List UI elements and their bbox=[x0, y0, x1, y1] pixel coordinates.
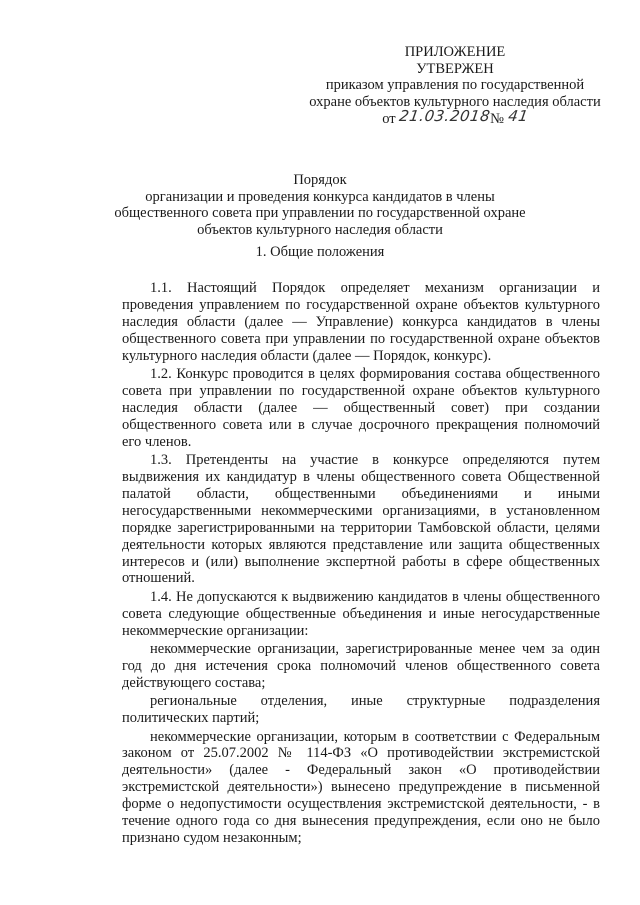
list-item: некоммерческие организации, зарегистрированные менее чем за один год до дня истечения срока полномочий членов общественного совета действующего состава; bbox=[122, 641, 600, 691]
approval-stamp-block bbox=[290, 44, 620, 128]
paragraph: 1.2. Конкурс проводится в целях формирования состава общественного совета при управлении по государственной охране объектов культурного наследия области (далее — общественный совет) при создании общественного совета или в случае досрочного прекращения полномочий его членов. bbox=[122, 366, 600, 450]
handwritten-date: 21.03.2018 bbox=[398, 107, 492, 125]
approved-by-line-1: приказом управления по государственной bbox=[325, 77, 585, 93]
approval-date-line bbox=[290, 107, 620, 128]
approved-by-line-2: охране объектов культурного наследия области bbox=[309, 93, 601, 110]
paragraph: 1.3. Претенденты на участие в конкурсе определяются путем выдвижения их кандидатур в члены общественного совета Общественной палатой области, общественными объединениями и иными негосударственными некоммерческими организациями, в установленном порядке зарегистрированными на территории Тамбовской области, целями деятельности которых являются представление или защита общественных интересов и (или) выполнение экспертной работы в сфере общественных отношений. bbox=[122, 452, 600, 587]
list-item: региональные отделения, иные структурные подразделения политических партий; bbox=[122, 693, 600, 727]
list-item: некоммерческие организации, которым в соответствии с Федеральным законом от 25.07.2002 № 114-ФЗ «О противодействии экстремистской деятельности» (далее - Федеральный закон «О противодействии экстремистской деятельности») вынесено предупреждение в письменной форме о недопустимости осуществления экстремистской деятельности, - в течение одного года со дня вынесения предупреждения, если оно не было признано судом незаконным; bbox=[122, 728, 600, 846]
handwritten-number: 41 bbox=[506, 107, 530, 125]
document-title: Порядок bbox=[293, 172, 347, 188]
paragraph: 1.1. Настоящий Порядок определяет механизм организации и проведения управлением по государственной охране объектов культурного наследия области (далее — Управление) конкурса кандидатов в члены общественного совета при управлении по государственной охране объектов культурного наследия области (далее — Порядок, конкурс). bbox=[122, 280, 600, 364]
document-subtitle: организации и проведения конкурса кандидатов в члены общественного совета при управлении по государственной охране объектов культурного наследия области bbox=[114, 188, 526, 238]
document-body bbox=[122, 280, 600, 848]
date-prefix: от bbox=[382, 111, 396, 127]
number-label: № bbox=[490, 111, 505, 127]
approved-label: УТВЕРЖЕН bbox=[416, 60, 494, 77]
appendix-label: ПРИЛОЖЕНИЕ bbox=[404, 44, 506, 60]
document-title-block bbox=[110, 172, 530, 238]
section-heading: 1. Общие положения bbox=[255, 244, 385, 260]
paragraph: 1.4. Не допускаются к выдвижению кандидатов в члены общественного совета следующие общественные объединения и иные негосударственные некоммерческие организации: bbox=[122, 588, 600, 639]
